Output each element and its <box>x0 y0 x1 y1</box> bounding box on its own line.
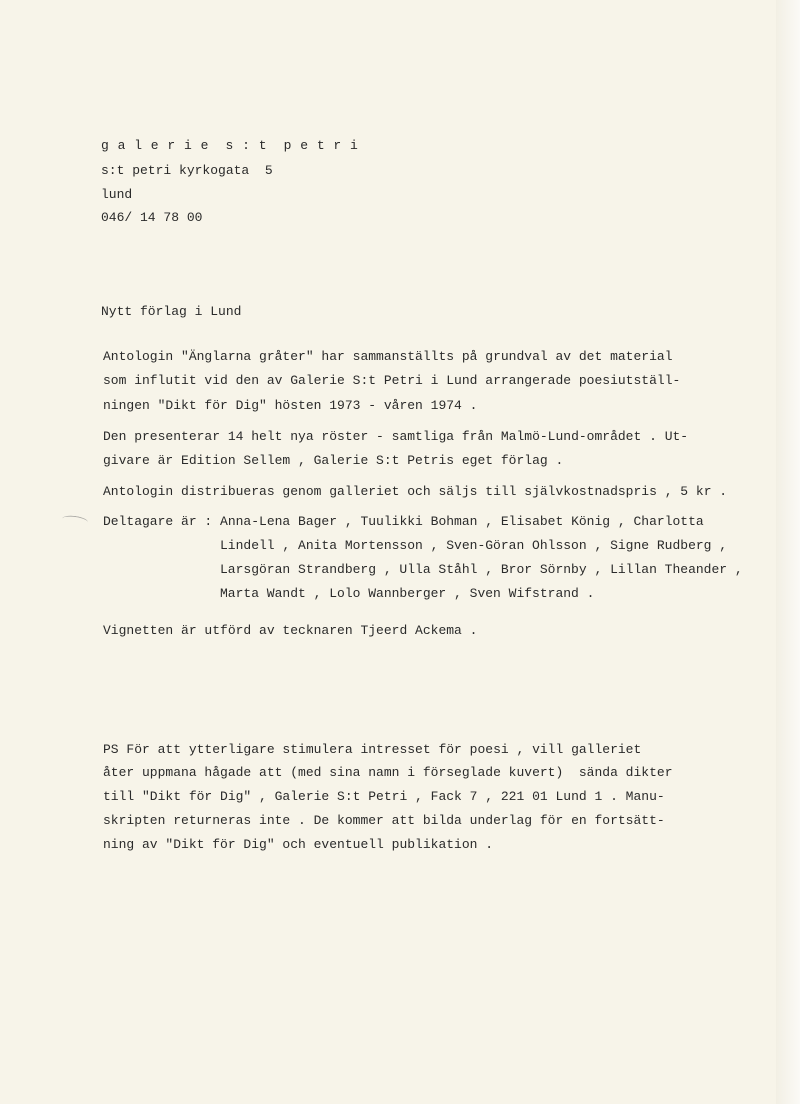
p4-line: Marta Wandt , Lolo Wannberger , Sven Wifstrand . <box>220 586 595 601</box>
p1-line: som influtit vid den av Galerie S:t Petri i Lund arrangerade poesiutställ- <box>103 373 681 388</box>
heading: Nytt förlag i Lund <box>101 304 242 319</box>
ps-line: ning av "Dikt för Dig" och eventuell publikation . <box>103 837 494 852</box>
letterhead-address: s:t petri kyrkogata 5 <box>101 163 273 178</box>
letterhead-city: lund <box>101 187 133 202</box>
p4-line: Deltagare är : Anna-Lena Bager , Tuulikki Bohman , Elisabet König , Charlotta <box>103 514 704 529</box>
p4-line: Lindell , Anita Mortensson , Sven-Göran Ohlsson , Signe Rudberg , <box>220 538 728 553</box>
ps-line: till "Dikt för Dig" , Galerie S:t Petri , Fack 7 , 221 01 Lund 1 . Manu- <box>103 789 665 804</box>
p2-line: givare är Edition Sellem , Galerie S:t Petris eget förlag . <box>103 453 564 468</box>
p4-line: Larsgöran Strandberg , Ulla Ståhl , Bror Sörnby , Lillan Theander , <box>220 562 743 577</box>
p5-line: Vignetten är utförd av tecknaren Tjeerd Ackema . <box>103 623 478 638</box>
p1-line: ningen "Dikt för Dig" hösten 1973 - våren 1974 . <box>103 398 478 413</box>
letterhead-phone: 046/ 14 78 00 <box>101 210 203 225</box>
pen-mark <box>62 514 89 527</box>
ps-line: PS För att ytterligare stimulera intresset för poesi , vill galleriet <box>103 742 642 757</box>
ps-line: åter uppmana hågade att (med sina namn i förseglade kuvert) sända dikter <box>103 765 673 780</box>
p1-line: Antologin "Änglarna gråter" har sammanställts på grundval av det material <box>103 349 673 364</box>
letterhead-name: g a l e r i e s : t p e t r i <box>101 138 359 153</box>
p3-line: Antologin distribueras genom galleriet och säljs till självkostnadspris , 5 kr . <box>103 484 728 499</box>
p2-line: Den presenterar 14 helt nya röster - samtliga från Malmö-Lund-området . Ut- <box>103 429 689 444</box>
page-edge <box>776 0 800 1104</box>
ps-line: skripten returneras inte . De kommer att bilda underlag för en fortsätt- <box>103 813 665 828</box>
